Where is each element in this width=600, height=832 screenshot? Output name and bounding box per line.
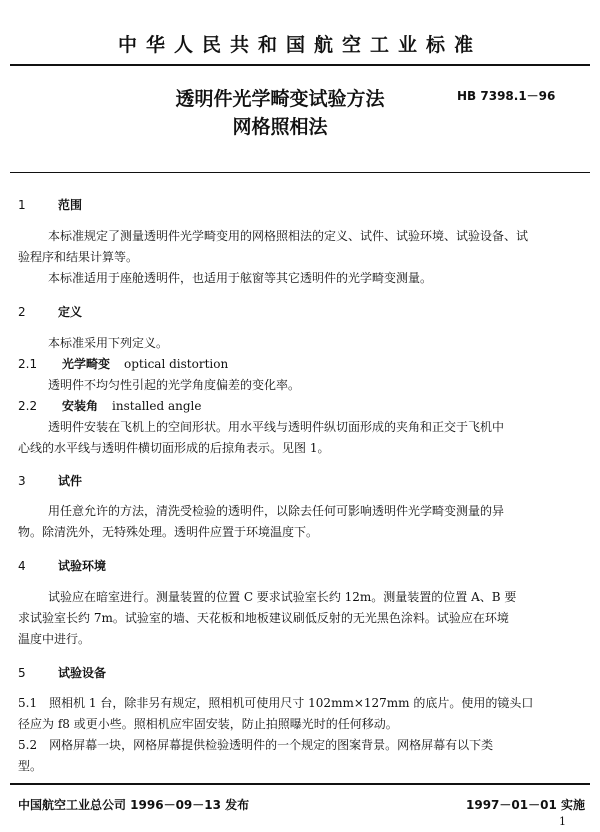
section-4-heading bbox=[18, 557, 106, 574]
section-5-title: 试验设备 bbox=[58, 666, 107, 680]
section-2-title: 定义 bbox=[58, 305, 83, 319]
term-2-1-definition: 透明件不均匀性引起的光学角度偏差的变化率。 bbox=[48, 378, 301, 392]
section-1-number: 1 bbox=[18, 198, 26, 212]
section-1-heading bbox=[18, 196, 82, 213]
item-5-2-line-2: 型。 bbox=[18, 759, 43, 773]
term-2-2-chinese: 安装角 bbox=[62, 399, 99, 413]
section-2-para-1: 本标准采用下列定义。 bbox=[48, 336, 169, 350]
document-subtitle: 网格照相法 bbox=[232, 116, 328, 138]
effective-date: 1997－01－01 实施 bbox=[466, 798, 585, 812]
term-2-2-definition-line-1: 透明件安装在飞机上的空间形状。用水平线与透明件纵切面形成的夹角和正交于飞机中 bbox=[48, 420, 505, 434]
term-2-2-number: 2.2 bbox=[18, 399, 38, 413]
item-5-1-line-2: 径应为 f8 或更小些。照相机应牢固安装，防止拍照曝光时的任何移动。 bbox=[18, 717, 398, 731]
section-3-para-line-1: 用任意允许的方法，清洗受检验的透明件，以除去任何可影响透明件光学畸变测量的异 bbox=[48, 504, 505, 518]
document-title: 透明件光学畸变试验方法 bbox=[175, 88, 385, 110]
section-3-heading bbox=[18, 472, 82, 489]
issue-statement: 中国航空工业总公司 1996－09－13 发布 bbox=[18, 798, 250, 812]
item-5-1-line-1: 5.1 照相机 1 台，除非另有规定，照相机可使用尺寸 102mm×127mm 的底片。使用的镜头口 bbox=[18, 696, 534, 710]
standard-category-header: 中华人民共和国航空工业标准 bbox=[117, 34, 482, 56]
section-5-heading bbox=[18, 664, 106, 681]
header-rule bbox=[10, 64, 590, 66]
section-1-para-1-line-2: 验程序和结果计算等。 bbox=[18, 250, 139, 264]
term-2-1-number: 2.1 bbox=[18, 357, 38, 371]
footer-rule bbox=[10, 783, 590, 785]
term-2-2 bbox=[18, 397, 202, 414]
section-4-para-line-3: 温度中进行。 bbox=[18, 632, 91, 646]
item-5-2-line-1: 5.2 网格屏幕一块，网格屏幕提供检验透明件的一个规定的图案背景。网格屏幕有以下类 bbox=[18, 738, 494, 752]
section-1-para-1-line-1: 本标准规定了测量透明件光学畸变用的网格照相法的定义、试件、试验环境、试验设备、试 bbox=[48, 229, 529, 243]
section-4-para-line-2: 求试验室长约 7m。试验室的墙、天花板和地板建议刷低反射的无光黑色涂料。试验应在环境 bbox=[18, 611, 509, 625]
term-2-1-english: optical distortion bbox=[124, 357, 229, 371]
section-3-title: 试件 bbox=[58, 474, 83, 488]
section-1-para-2: 本标准适用于座舱透明件，也适用于舷窗等其它透明件的光学畸变测量。 bbox=[48, 271, 433, 285]
title-rule bbox=[10, 172, 590, 173]
section-1-title: 范围 bbox=[58, 198, 83, 212]
section-4-title: 试验环境 bbox=[58, 559, 107, 573]
section-2-heading bbox=[18, 303, 82, 320]
term-2-2-definition-line-2: 心线的水平线与透明件横切面形成的后掠角表示。见图 1。 bbox=[18, 441, 330, 455]
page-number: 1 bbox=[559, 815, 566, 828]
term-2-1 bbox=[18, 355, 228, 372]
section-4-number: 4 bbox=[18, 559, 26, 573]
section-5-number: 5 bbox=[18, 666, 26, 680]
standard-number: HB 7398.1－96 bbox=[457, 89, 556, 103]
section-3-para-line-2: 物。除清洗外，无特殊处理。透明件应置于环境温度下。 bbox=[18, 525, 319, 539]
term-2-1-chinese: 光学畸变 bbox=[62, 357, 111, 371]
section-2-number: 2 bbox=[18, 305, 26, 319]
section-3-number: 3 bbox=[18, 474, 26, 488]
section-4-para-line-1: 试验应在暗室进行。测量装置的位置 C 要求试验室长约 12m。测量装置的位置 A、B 要 bbox=[48, 590, 517, 604]
term-2-2-english: installed angle bbox=[112, 399, 202, 413]
